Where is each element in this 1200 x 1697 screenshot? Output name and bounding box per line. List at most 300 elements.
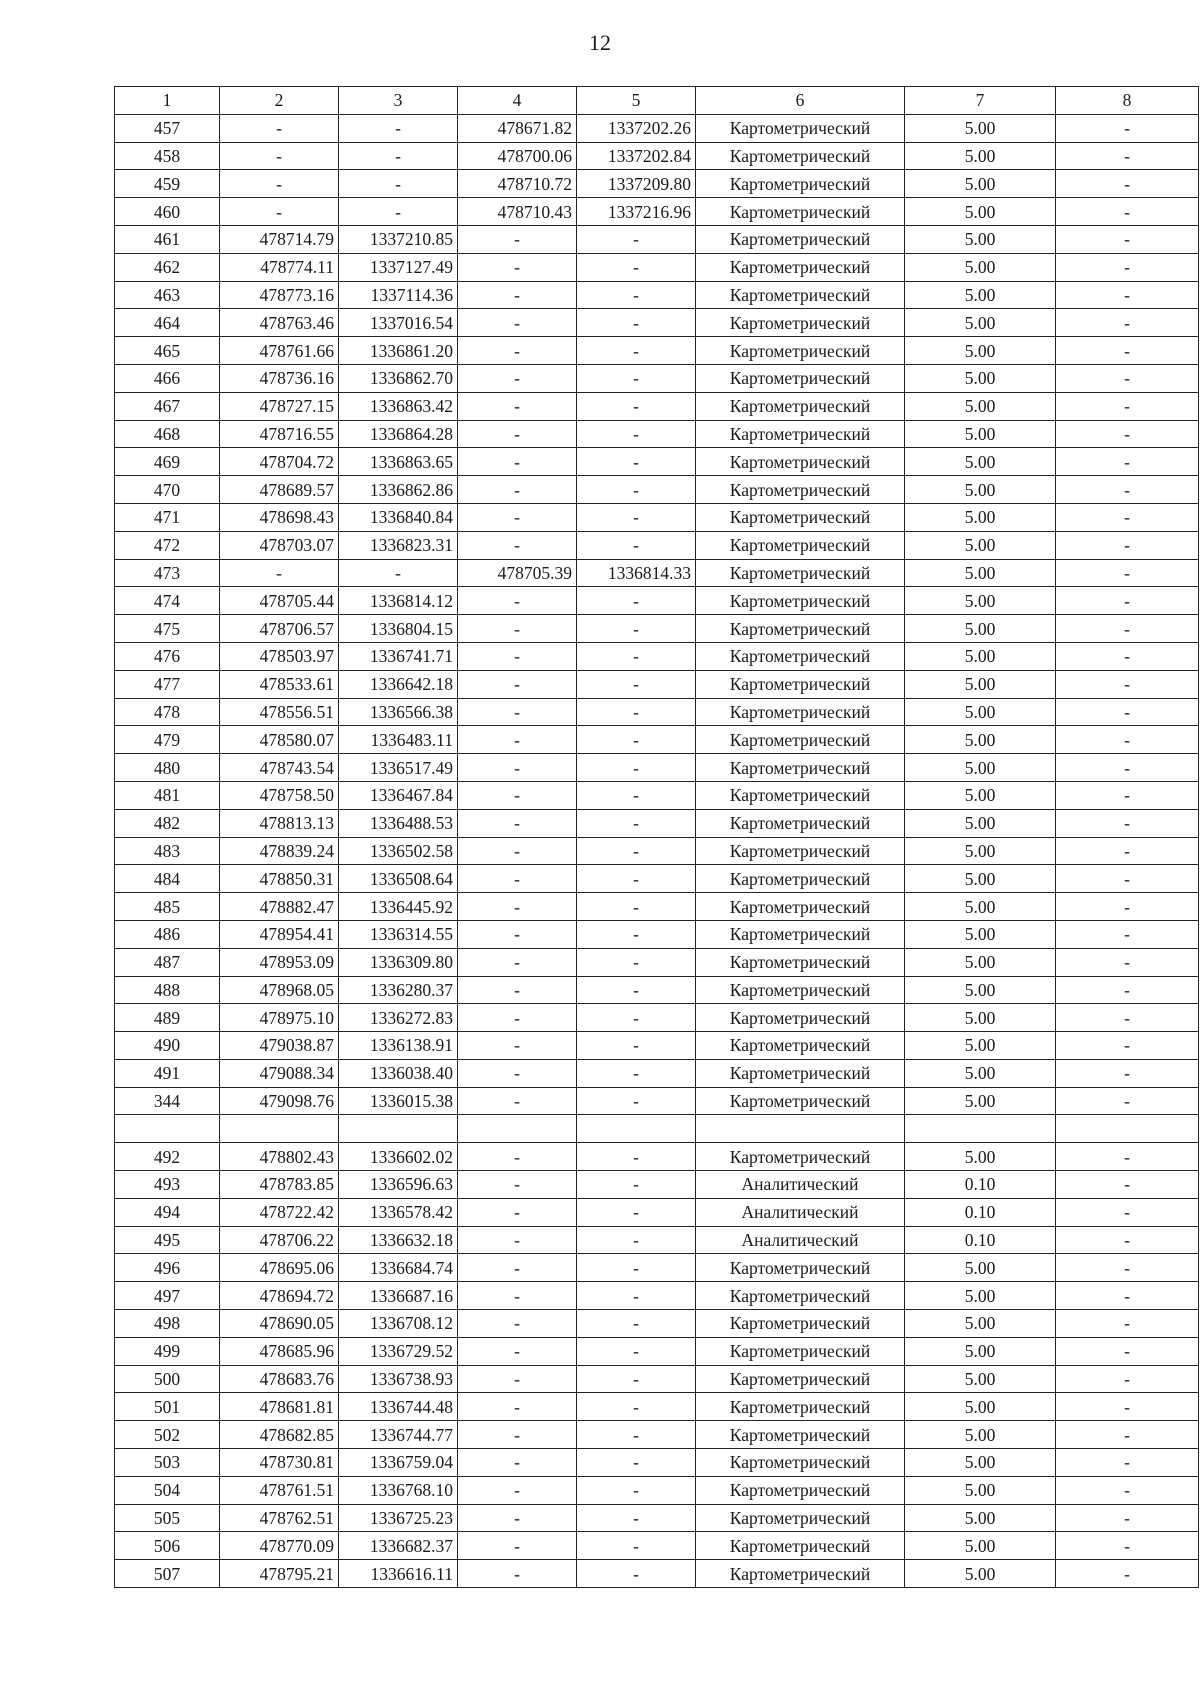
table-cell: 478533.61: [220, 670, 339, 698]
table-cell: 478556.51: [220, 698, 339, 726]
table-cell: -: [577, 1198, 696, 1226]
table-cell: -: [1056, 281, 1199, 309]
table-cell: -: [458, 920, 577, 948]
table-cell: -: [458, 281, 577, 309]
table-row: [115, 114, 1199, 142]
table-cell: -: [1056, 809, 1199, 837]
table-cell: 478770.09: [220, 1532, 339, 1560]
table-cell: 5.00: [905, 837, 1056, 865]
table-cell: -: [577, 1337, 696, 1365]
table-cell: 5.00: [905, 1393, 1056, 1421]
table-cell: -: [1056, 1393, 1199, 1421]
table-cell: 5.00: [905, 642, 1056, 670]
table-cell: 458: [115, 142, 220, 170]
table-cell: 478813.13: [220, 809, 339, 837]
table-cell: 492: [115, 1143, 220, 1171]
table-cell: Картометрический: [696, 1282, 905, 1310]
column-header-1: 1: [115, 87, 220, 115]
table-cell: 1336314.55: [339, 920, 458, 948]
table-cell: 1336632.18: [339, 1226, 458, 1254]
table-cell: -: [577, 587, 696, 615]
table-cell: 478975.10: [220, 1004, 339, 1032]
table-cell: 478681.81: [220, 1393, 339, 1421]
table-cell: -: [1056, 198, 1199, 226]
table-cell: 478773.16: [220, 281, 339, 309]
table-cell: -: [1056, 1087, 1199, 1115]
table-cell: 478682.85: [220, 1421, 339, 1449]
table-row: [115, 1198, 1199, 1226]
table-cell: 5.00: [905, 337, 1056, 365]
table-cell: -: [577, 1560, 696, 1588]
table-cell: 1336038.40: [339, 1059, 458, 1087]
table-cell: -: [577, 1226, 696, 1254]
table-cell: Картометрический: [696, 337, 905, 365]
table-cell: Картометрический: [696, 837, 905, 865]
table-cell: 5.00: [905, 1004, 1056, 1032]
table-cell: -: [577, 1254, 696, 1282]
table-cell: [115, 1115, 220, 1143]
table-cell: -: [1056, 1171, 1199, 1199]
table-cell: Картометрический: [696, 726, 905, 754]
table-cell: -: [339, 114, 458, 142]
table-cell: -: [339, 142, 458, 170]
table-cell: 469: [115, 448, 220, 476]
table-cell: 1336708.12: [339, 1310, 458, 1338]
table-cell: Картометрический: [696, 1532, 905, 1560]
table-cell: 1336744.48: [339, 1393, 458, 1421]
table-row: [115, 1532, 1199, 1560]
table-cell: 5.00: [905, 809, 1056, 837]
table-cell: 499: [115, 1337, 220, 1365]
table-row: [115, 865, 1199, 893]
table-cell: Картометрический: [696, 948, 905, 976]
table-cell: -: [458, 1421, 577, 1449]
table-cell: 478710.43: [458, 198, 577, 226]
table-row: [115, 1282, 1199, 1310]
table-cell: -: [577, 976, 696, 1004]
table-row: [115, 893, 1199, 921]
table-cell: 5.00: [905, 364, 1056, 392]
table-cell: Картометрический: [696, 253, 905, 281]
table-cell: 1336272.83: [339, 1004, 458, 1032]
table-cell: Картометрический: [696, 281, 905, 309]
table-cell: 506: [115, 1532, 220, 1560]
table-cell: -: [577, 1171, 696, 1199]
table-cell: -: [1056, 448, 1199, 476]
table-cell: 5.00: [905, 587, 1056, 615]
table-cell: -: [458, 1504, 577, 1532]
table-cell: 5.00: [905, 615, 1056, 643]
table-cell: -: [458, 309, 577, 337]
table-cell: -: [577, 1282, 696, 1310]
table-cell: 344: [115, 1087, 220, 1115]
table-cell: 478743.54: [220, 754, 339, 782]
table-cell: 478968.05: [220, 976, 339, 1004]
table-cell: 1336682.37: [339, 1532, 458, 1560]
table-header: [115, 87, 1199, 115]
table-cell: -: [577, 1476, 696, 1504]
table-cell: -: [458, 476, 577, 504]
table-cell: 505: [115, 1504, 220, 1532]
table-row: [115, 198, 1199, 226]
table-cell: 466: [115, 364, 220, 392]
table-cell: 1336309.80: [339, 948, 458, 976]
table-cell: 5.00: [905, 142, 1056, 170]
table-cell: 1336445.92: [339, 893, 458, 921]
table-cell: Картометрический: [696, 587, 905, 615]
table-cell: Картометрический: [696, 1504, 905, 1532]
table-cell: Картометрический: [696, 448, 905, 476]
table-cell: -: [1056, 1143, 1199, 1171]
table-cell: -: [1056, 1310, 1199, 1338]
table-cell: -: [458, 1254, 577, 1282]
table-cell: Картометрический: [696, 1059, 905, 1087]
table-cell: Картометрический: [696, 309, 905, 337]
table-row: [115, 1393, 1199, 1421]
table-cell: -: [458, 754, 577, 782]
table-cell: 1337209.80: [577, 170, 696, 198]
table-cell: -: [1056, 1226, 1199, 1254]
table-cell: 484: [115, 865, 220, 893]
table-cell: -: [458, 1143, 577, 1171]
table-cell: 478706.57: [220, 615, 339, 643]
table-cell: 1336642.18: [339, 670, 458, 698]
table-cell: 0.10: [905, 1171, 1056, 1199]
table-row: [115, 1365, 1199, 1393]
table-cell: Картометрический: [696, 1393, 905, 1421]
table-cell: 1337114.36: [339, 281, 458, 309]
table-cell: -: [1056, 1504, 1199, 1532]
table-cell: 5.00: [905, 1254, 1056, 1282]
table-cell: -: [577, 893, 696, 921]
table-cell: 478839.24: [220, 837, 339, 865]
table-cell: [577, 1115, 696, 1143]
table-cell: -: [1056, 642, 1199, 670]
table-row: [115, 976, 1199, 1004]
table-cell: 478705.44: [220, 587, 339, 615]
table-cell: Картометрический: [696, 615, 905, 643]
table-cell: -: [577, 1532, 696, 1560]
table-cell: 478694.72: [220, 1282, 339, 1310]
table-cell: -: [458, 392, 577, 420]
column-header-8: 8: [1056, 87, 1199, 115]
table-cell: 5.00: [905, 309, 1056, 337]
table-cell: 478783.85: [220, 1171, 339, 1199]
table-cell: -: [458, 1365, 577, 1393]
table-cell: 502: [115, 1421, 220, 1449]
table-row: [115, 809, 1199, 837]
table-row: [115, 1171, 1199, 1199]
table-row: [115, 170, 1199, 198]
table-cell: Картометрический: [696, 559, 905, 587]
table-row: [115, 642, 1199, 670]
table-cell: -: [1056, 920, 1199, 948]
table-cell: -: [577, 281, 696, 309]
table-cell: 5.00: [905, 559, 1056, 587]
table-cell: 479098.76: [220, 1087, 339, 1115]
table-cell: 486: [115, 920, 220, 948]
table-cell: -: [577, 476, 696, 504]
table-row: [115, 587, 1199, 615]
table-cell: -: [577, 503, 696, 531]
table-cell: 1336725.23: [339, 1504, 458, 1532]
table-cell: 1336862.86: [339, 476, 458, 504]
table-cell: -: [1056, 420, 1199, 448]
table-cell: Картометрический: [696, 114, 905, 142]
table-cell: -: [1056, 1337, 1199, 1365]
table-row: [115, 337, 1199, 365]
table-cell: 495: [115, 1226, 220, 1254]
table-cell: -: [1056, 615, 1199, 643]
table-cell: -: [577, 337, 696, 365]
table-cell: 478580.07: [220, 726, 339, 754]
table-cell: 478882.47: [220, 893, 339, 921]
table-cell: -: [1056, 1365, 1199, 1393]
table-cell: 498: [115, 1310, 220, 1338]
table-cell: 5.00: [905, 1560, 1056, 1588]
table-cell: 478758.50: [220, 781, 339, 809]
table-cell: -: [458, 948, 577, 976]
table-cell: -: [220, 114, 339, 142]
table-row: [115, 1059, 1199, 1087]
table-row: [115, 281, 1199, 309]
table-cell: 478714.79: [220, 225, 339, 253]
column-header-3: 3: [339, 87, 458, 115]
table-cell: -: [458, 420, 577, 448]
table-cell: -: [458, 642, 577, 670]
table-cell: 5.00: [905, 1365, 1056, 1393]
table-cell: -: [1056, 781, 1199, 809]
table-cell: -: [1056, 309, 1199, 337]
table-row: [115, 476, 1199, 504]
table-cell: 5.00: [905, 726, 1056, 754]
table-row: [115, 1560, 1199, 1588]
table-cell: 1336488.53: [339, 809, 458, 837]
table-cell: -: [1056, 1198, 1199, 1226]
table-cell: -: [458, 837, 577, 865]
table-row: [115, 1226, 1199, 1254]
table-cell: 1336840.84: [339, 503, 458, 531]
table-cell: 5.00: [905, 1087, 1056, 1115]
table-cell: 1336687.16: [339, 1282, 458, 1310]
table-cell: 5.00: [905, 448, 1056, 476]
table-cell: 1336861.20: [339, 337, 458, 365]
table-cell: 478700.06: [458, 142, 577, 170]
table-cell: -: [1056, 225, 1199, 253]
table-cell: [905, 1115, 1056, 1143]
table-cell: 1336823.31: [339, 531, 458, 559]
table-cell: -: [458, 1560, 577, 1588]
table-cell: 478703.07: [220, 531, 339, 559]
table-cell: -: [1056, 559, 1199, 587]
table-cell: 471: [115, 503, 220, 531]
table-cell: -: [458, 1059, 577, 1087]
table-cell: Картометрический: [696, 1449, 905, 1477]
table-cell: Картометрический: [696, 364, 905, 392]
table-row: [115, 225, 1199, 253]
table-cell: Картометрический: [696, 420, 905, 448]
table-cell: 461: [115, 225, 220, 253]
table-cell: -: [577, 781, 696, 809]
table-cell: -: [577, 698, 696, 726]
table-cell: -: [339, 559, 458, 587]
table-cell: -: [1056, 1282, 1199, 1310]
table-cell: Картометрический: [696, 1032, 905, 1060]
table-row: [115, 559, 1199, 587]
table-cell: -: [220, 170, 339, 198]
table-cell: 478953.09: [220, 948, 339, 976]
table-cell: -: [458, 726, 577, 754]
table-cell: Картометрический: [696, 1560, 905, 1588]
table-cell: -: [577, 448, 696, 476]
table-row: [115, 503, 1199, 531]
table-cell: -: [458, 1198, 577, 1226]
table-row: [115, 1143, 1199, 1171]
table-cell: -: [458, 670, 577, 698]
table-cell: Картометрический: [696, 476, 905, 504]
table-cell: Аналитический: [696, 1171, 905, 1199]
table-row: [115, 1115, 1199, 1143]
table-cell: 5.00: [905, 503, 1056, 531]
table-cell: 460: [115, 198, 220, 226]
table-row: [115, 1421, 1199, 1449]
table-row: [115, 364, 1199, 392]
table-cell: -: [458, 1476, 577, 1504]
table-cell: 1336596.63: [339, 1171, 458, 1199]
table-cell: Картометрический: [696, 865, 905, 893]
table-cell: 493: [115, 1171, 220, 1199]
table-cell: [220, 1115, 339, 1143]
table-cell: -: [458, 253, 577, 281]
table-cell: 1337202.84: [577, 142, 696, 170]
table-cell: -: [577, 225, 696, 253]
table-cell: 5.00: [905, 1532, 1056, 1560]
table-cell: 1336280.37: [339, 976, 458, 1004]
table-cell: 501: [115, 1393, 220, 1421]
table-row: [115, 1337, 1199, 1365]
table-cell: 1336768.10: [339, 1476, 458, 1504]
table-row: [115, 1476, 1199, 1504]
table-cell: 481: [115, 781, 220, 809]
table-cell: 463: [115, 281, 220, 309]
table-cell: 478: [115, 698, 220, 726]
table-cell: 5.00: [905, 948, 1056, 976]
table-cell: Картометрический: [696, 1087, 905, 1115]
table-cell: Картометрический: [696, 142, 905, 170]
table-row: [115, 1087, 1199, 1115]
table-cell: -: [1056, 587, 1199, 615]
table-cell: 5.00: [905, 114, 1056, 142]
table-cell: 474: [115, 587, 220, 615]
table-cell: -: [1056, 976, 1199, 1004]
table-cell: 1336602.02: [339, 1143, 458, 1171]
table-cell: Картометрический: [696, 1421, 905, 1449]
table-cell: 478716.55: [220, 420, 339, 448]
table-cell: -: [577, 1393, 696, 1421]
table-cell: 489: [115, 1004, 220, 1032]
table-cell: -: [458, 1087, 577, 1115]
table-cell: 478954.41: [220, 920, 339, 948]
table-cell: 1337016.54: [339, 309, 458, 337]
table-cell: [696, 1115, 905, 1143]
table-cell: 468: [115, 420, 220, 448]
table-cell: -: [577, 1365, 696, 1393]
table-cell: -: [458, 865, 577, 893]
table-cell: -: [1056, 142, 1199, 170]
table-cell: Картометрический: [696, 1337, 905, 1365]
table-cell: 478705.39: [458, 559, 577, 587]
table-cell: -: [1056, 170, 1199, 198]
table-cell: -: [577, 1143, 696, 1171]
table-row: [115, 615, 1199, 643]
table-cell: 1337127.49: [339, 253, 458, 281]
table-cell: 497: [115, 1282, 220, 1310]
table-cell: 478698.43: [220, 503, 339, 531]
table-cell: 5.00: [905, 781, 1056, 809]
column-header-6: 6: [696, 87, 905, 115]
table-cell: -: [1056, 893, 1199, 921]
table-body: [115, 114, 1199, 1587]
table-cell: 1336744.77: [339, 1421, 458, 1449]
table-cell: -: [458, 1032, 577, 1060]
table-cell: Картометрический: [696, 893, 905, 921]
table-cell: Картометрический: [696, 670, 905, 698]
table-cell: Картометрический: [696, 392, 905, 420]
table-cell: 479038.87: [220, 1032, 339, 1060]
table-row: [115, 698, 1199, 726]
table-cell: -: [1056, 1032, 1199, 1060]
table-cell: 478763.46: [220, 309, 339, 337]
table-cell: -: [1056, 865, 1199, 893]
table-cell: 1336616.11: [339, 1560, 458, 1588]
table-cell: 459: [115, 170, 220, 198]
table-cell: 478730.81: [220, 1449, 339, 1477]
table-cell: 473: [115, 559, 220, 587]
table-cell: -: [1056, 948, 1199, 976]
table-cell: 1337216.96: [577, 198, 696, 226]
table-cell: 478761.51: [220, 1476, 339, 1504]
table-cell: 5.00: [905, 1421, 1056, 1449]
table-cell: -: [1056, 1254, 1199, 1282]
table-cell: 0.10: [905, 1198, 1056, 1226]
table-cell: 478683.76: [220, 1365, 339, 1393]
table-cell: 478795.21: [220, 1560, 339, 1588]
table-cell: 478727.15: [220, 392, 339, 420]
table-cell: 470: [115, 476, 220, 504]
table-cell: 5.00: [905, 392, 1056, 420]
table-cell: -: [577, 1059, 696, 1087]
table-cell: 478685.96: [220, 1337, 339, 1365]
table-cell: 478722.42: [220, 1198, 339, 1226]
table-cell: -: [1056, 531, 1199, 559]
table-cell: -: [1056, 1421, 1199, 1449]
table-cell: 472: [115, 531, 220, 559]
table-cell: 479: [115, 726, 220, 754]
table-cell: 480: [115, 754, 220, 782]
table-cell: 478695.06: [220, 1254, 339, 1282]
table-cell: 1336729.52: [339, 1337, 458, 1365]
table-cell: 483: [115, 837, 220, 865]
table-cell: -: [577, 1449, 696, 1477]
table-cell: 457: [115, 114, 220, 142]
table-row: [115, 392, 1199, 420]
column-header-4: 4: [458, 87, 577, 115]
table-cell: 1336502.58: [339, 837, 458, 865]
table-cell: 482: [115, 809, 220, 837]
table-cell: -: [577, 809, 696, 837]
table-cell: -: [458, 1226, 577, 1254]
table-cell: 478689.57: [220, 476, 339, 504]
